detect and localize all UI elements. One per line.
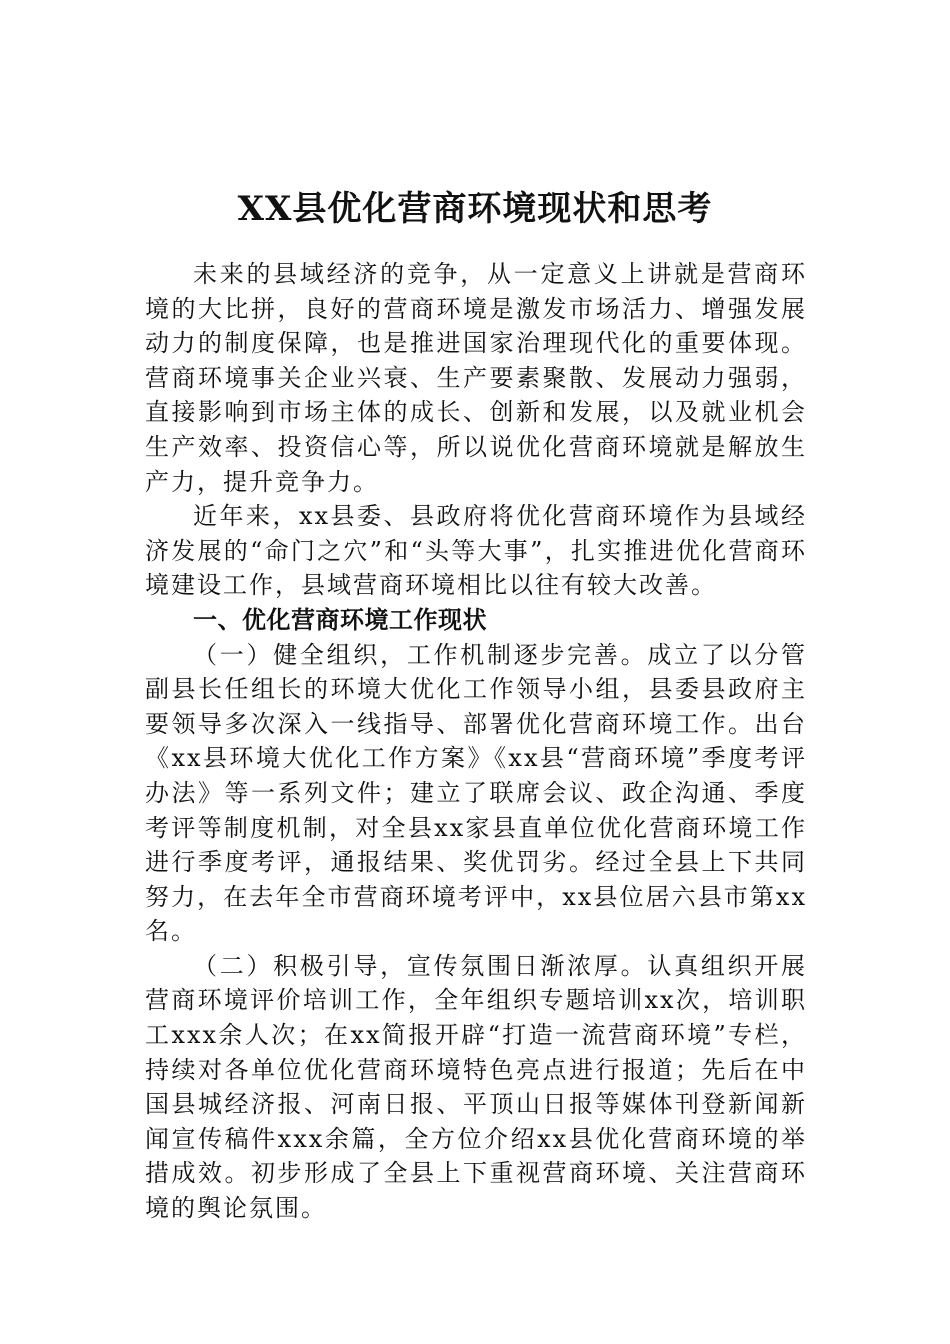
section-heading-status: 一、优化营商环境工作现状 xyxy=(193,605,487,634)
paragraph-organization: （一）健全组织，工作机制逐步完善。成立了以分管副县长任组长的环境大优化工作领导小组，县委县政府主要领导多次深入一线指导、部署优化营商环境工作。出台《xx县环境大优化工作方案》《xx县“营商环境”季度考评办法》等一系列文件；建立了联席会议、政企沟通、季度考评等制度机制，对全县xx家县直单位优化营商环境工作进行季度考评，通报结果、奖优罚劣。经过全县上下共同努力，在去年全市营商环境考评中，xx县位居六县市第xx名。 xyxy=(145,640,807,946)
document-body xyxy=(145,257,807,1226)
document-title: XX县优化营商环境现状和思考 xyxy=(237,188,713,229)
paragraph-intro: 未来的县域经济的竞争，从一定意义上讲就是营商环境的大比拼，良好的营商环境是激发市场活力、增强发展动力的制度保障，也是推进国家治理现代化的重要体现。营商环境事关企业兴衰、生产要素聚散、发展动力强弱，直接影响到市场主体的成长、创新和发展，以及就业机会生产效率、投资信心等，所以说优化营商环境就是解放生产力，提升竞争力。 xyxy=(145,260,807,496)
paragraph-publicity: （二）积极引导，宣传氛围日渐浓厚。认真组织开展营商环境评价培训工作，全年组织专题培训xx次，培训职工xxx余人次；在xx简报开辟“打造一流营商环境”专栏，持续对各单位优化营商环境特色亮点进行报道；先后在中国县城经济报、河南日报、平顶山日报等媒体刊登新闻新闻宣传稿件xxx余篇，全方位介绍xx县优化营商环境的举措成效。初步形成了全县上下重视营商环境、关注营商环境的舆论氛围。 xyxy=(145,951,807,1223)
paragraph-background: 近年来，xx县委、县政府将优化营商环境作为县域经济发展的“命门之穴”和“头等大事”，扎实推进优化营商环境建设工作，县域营商环境相比以往有较大改善。 xyxy=(145,502,807,600)
